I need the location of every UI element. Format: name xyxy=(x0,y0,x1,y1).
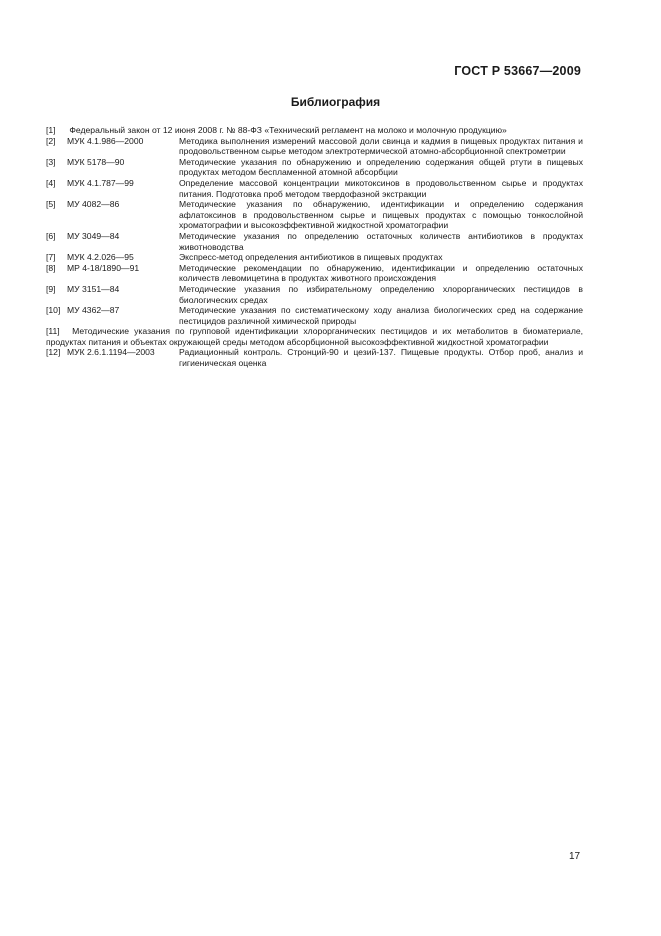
entry-number: [6] xyxy=(46,230,56,241)
entry-code: МУК 4.1.986—2000 xyxy=(67,135,144,146)
entry-code: МУК 4.1.787—99 xyxy=(67,177,134,188)
entry-code: МУ 4082—86 xyxy=(67,199,120,210)
bibliography-entry xyxy=(46,199,583,231)
entry-text: Методические указания по групповой идентификации хлорорганических пестицидов и их метаболитов в биоматериале, продуктах питания и объектах окружающей среды методом абсорбционной высокоэффективной жидкостной хроматографии xyxy=(46,326,583,347)
entry-number: [2] xyxy=(46,135,56,146)
bibliography-entry xyxy=(46,157,583,178)
bibliography-entry xyxy=(46,252,583,263)
entry-number: [11] xyxy=(46,326,60,337)
entry-number: [5] xyxy=(46,199,56,210)
bibliography-entry xyxy=(46,263,583,284)
bibliography-entry xyxy=(46,125,583,136)
document-header: ГОСТ Р 53667—2009 xyxy=(454,64,581,78)
entry-number: [1] xyxy=(46,125,56,135)
entry-text: Методические указания по систематическому ходу анализа биологических сред на содержание пестицидов различной химической природы xyxy=(179,305,583,326)
entry-text: Методические указания по обнаружению, идентификации и определению содержания афлатоксинов в продовольственном сырье и пищевых продуктах с помощью тонкослойной хроматографии и высокоэффективной жидкостной хроматографии xyxy=(179,199,583,231)
entry-text: Методические указания по избирательному определению хлорорганических пестицидов в биологических средах xyxy=(179,283,583,305)
entry-text: Радиационный контроль. Стронций-90 и цезий-137. Пищевые продукты. Отбор проб, анализ и гигиеническая оценка xyxy=(179,347,583,369)
entry-code: МУК 4.2.026—95 xyxy=(67,252,134,263)
bibliography-list xyxy=(46,125,583,369)
entry-code: МУ 4362—87 xyxy=(67,305,120,316)
entry-text: Методические указания по определению остаточных количеств антибиотиков в продуктах животноводства xyxy=(179,230,583,252)
bibliography-entry xyxy=(46,347,583,368)
entry-text: Методические указания по обнаружению и определению содержания общей ртути в пищевых продуктах методом беспламенной атомной абсорбции xyxy=(179,156,583,178)
entry-number: [8] xyxy=(46,262,56,273)
entry-number: [12] xyxy=(46,347,61,358)
bibliography-entry xyxy=(46,326,583,347)
bibliography-entry xyxy=(46,136,583,157)
entry-number: [10] xyxy=(46,305,61,316)
entry-number: [7] xyxy=(46,252,56,263)
entry-text: Экспресс-метод определения антибиотиков в пищевых продуктах xyxy=(179,252,443,263)
entry-text: Федеральный закон от 12 июня 2008 г. № 88-ФЗ «Технический регламент на молоко и молочную продукцию» xyxy=(69,125,507,135)
entry-text: Определение массовой концентрации микотоксинов в продовольственном сырье и продуктах питания. Подготовка проб методом твердофазной экстракции xyxy=(179,177,583,199)
bibliography-entry xyxy=(46,231,583,252)
entry-number: [4] xyxy=(46,177,56,188)
entry-text: Методические рекомендации по обнаружению, идентификации и определению остаточных количеств левомицетина в продуктах животного происхождения xyxy=(179,262,583,284)
bibliography-entry xyxy=(46,178,583,199)
bibliography-entry xyxy=(46,284,583,305)
entry-code: МУК 2.6.1.1194—2003 xyxy=(67,347,155,358)
entry-text: Методика выполнения измерений массовой доли свинца и кадмия в пищевых продуктах питания и продовольственном сырье методом электротермической атомно-абсорбционной спектрометрии xyxy=(179,135,583,157)
entry-number: [9] xyxy=(46,283,56,294)
entry-code: МУ 3049—84 xyxy=(67,230,120,241)
entry-code: МУ 3151—84 xyxy=(67,283,120,294)
entry-code: МР 4-18/1890—91 xyxy=(67,262,140,273)
bibliography-entry xyxy=(46,305,583,326)
entry-number: [3] xyxy=(46,156,56,167)
entry-code: МУК 5178—90 xyxy=(67,156,125,167)
page-title: Библиография xyxy=(290,95,381,109)
page-number: 17 xyxy=(569,851,581,862)
